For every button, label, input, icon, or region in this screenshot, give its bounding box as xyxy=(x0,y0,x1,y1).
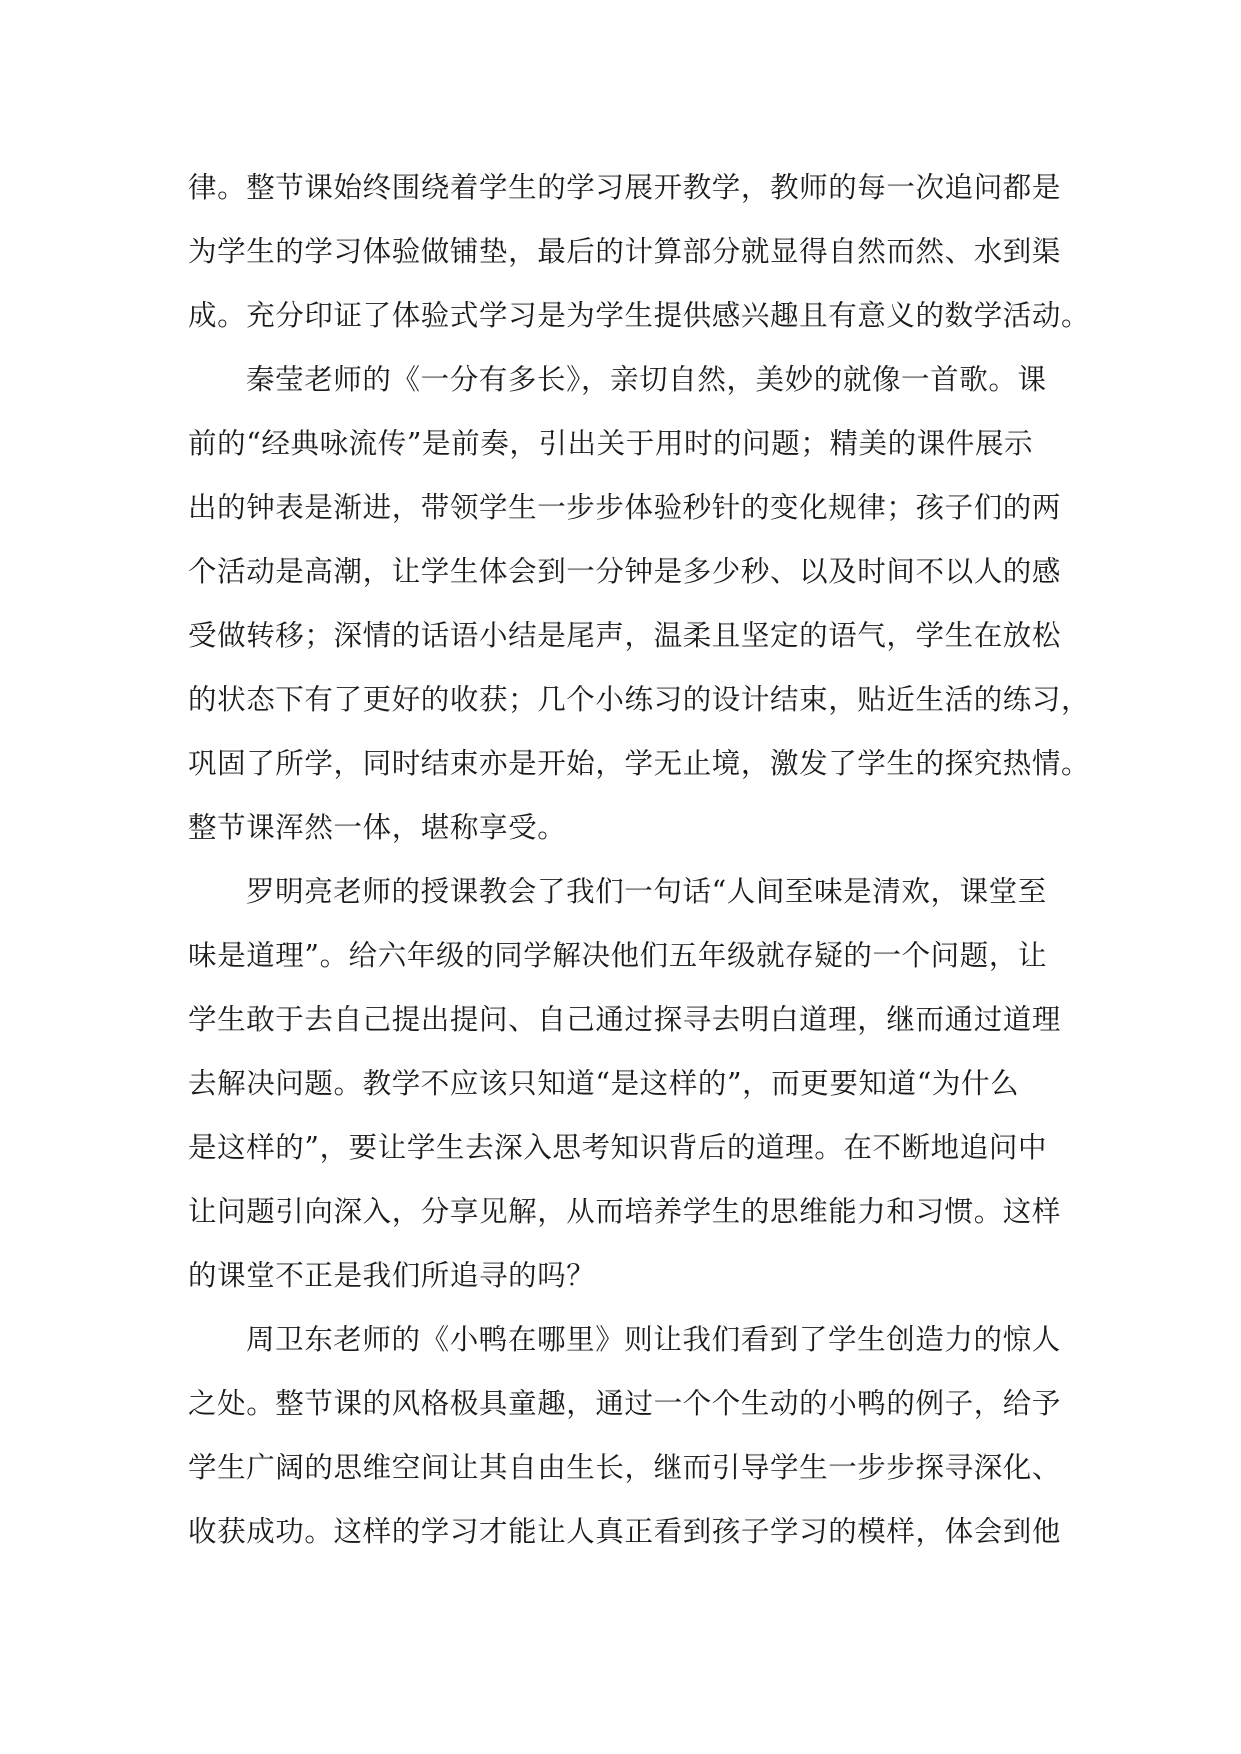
paragraph-4-line-1: 周卫东老师的《小鸭在哪里》则让我们看到了学生创造力的惊人 xyxy=(246,1323,1061,1356)
paragraph-2-line-4: 个活动是高潮，让学生体会到一分钟是多少秒、以及时间不以人的感 xyxy=(188,555,1062,588)
paragraph-1-line-1: 律。整节课始终围绕着学生的学习展开教学，教师的每一次追问都是 xyxy=(188,171,1062,204)
paragraph-3-line-1: 罗明亮老师的授课教会了我们一句话“人间至味是清欢，课堂至 xyxy=(246,875,1047,908)
paragraph-4-line-3: 学生广阔的思维空间让其自由生长，继而引导学生一步步探寻深化、 xyxy=(188,1451,1062,1484)
paragraph-2-line-3: 出的钟表是渐进，带领学生一步步体验秒针的变化规律；孩子们的两 xyxy=(188,491,1062,524)
paragraph-4-line-4: 收获成功。这样的学习才能让人真正看到孩子学习的模样，体会到他 xyxy=(188,1515,1062,1548)
paragraph-2-line-2: 前的“经典咏流传”是前奏，引出关于用时的问题；精美的课件展示 xyxy=(188,427,1034,460)
paragraph-2-line-6: 的状态下有了更好的收获；几个小练习的设计结束，贴近生活的练习， xyxy=(188,683,1091,716)
paragraph-1-line-2: 为学生的学习体验做铺垫，最后的计算部分就显得自然而然、水到渠 xyxy=(188,235,1062,268)
paragraph-2-line-7: 巩固了所学，同时结束亦是开始，学无止境，激发了学生的探究热情。 xyxy=(188,747,1091,780)
paragraph-2-line-8: 整节课浑然一体，堪称享受。 xyxy=(188,811,567,844)
paragraph-3-line-7: 的课堂不正是我们所追寻的吗？ xyxy=(188,1259,596,1292)
paragraph-3-line-2: 味是道理”。给六年级的同学解决他们五年级就存疑的一个问题，让 xyxy=(188,939,1048,972)
paragraph-3-line-4: 去解决问题。教学不应该只知道“是这样的”，而更要知道“为什么 xyxy=(188,1067,1020,1100)
paragraph-4-line-2: 之处。整节课的风格极具童趣，通过一个个生动的小鸭的例子，给予 xyxy=(188,1387,1062,1420)
paragraph-1-line-3: 成。充分印证了体验式学习是为学生提供感兴趣且有意义的数学活动。 xyxy=(188,299,1091,332)
paragraph-2-line-5: 受做转移；深情的话语小结是尾声，温柔且坚定的语气，学生在放松 xyxy=(188,619,1062,652)
paragraph-3-line-6: 让问题引向深入，分享见解，从而培养学生的思维能力和习惯。这样 xyxy=(188,1195,1062,1228)
body-text xyxy=(188,156,1091,1564)
paragraph-3-line-5: 是这样的”，要让学生去深入思考知识背后的道理。在不断地追问中 xyxy=(188,1131,1048,1164)
paragraph-2-line-1: 秦莹老师的《一分有多长》，亲切自然，美妙的就像一首歌。课 xyxy=(246,363,1047,396)
paragraph-3-line-3: 学生敢于去自己提出提问、自己通过探寻去明白道理，继而通过道理 xyxy=(188,1003,1062,1036)
